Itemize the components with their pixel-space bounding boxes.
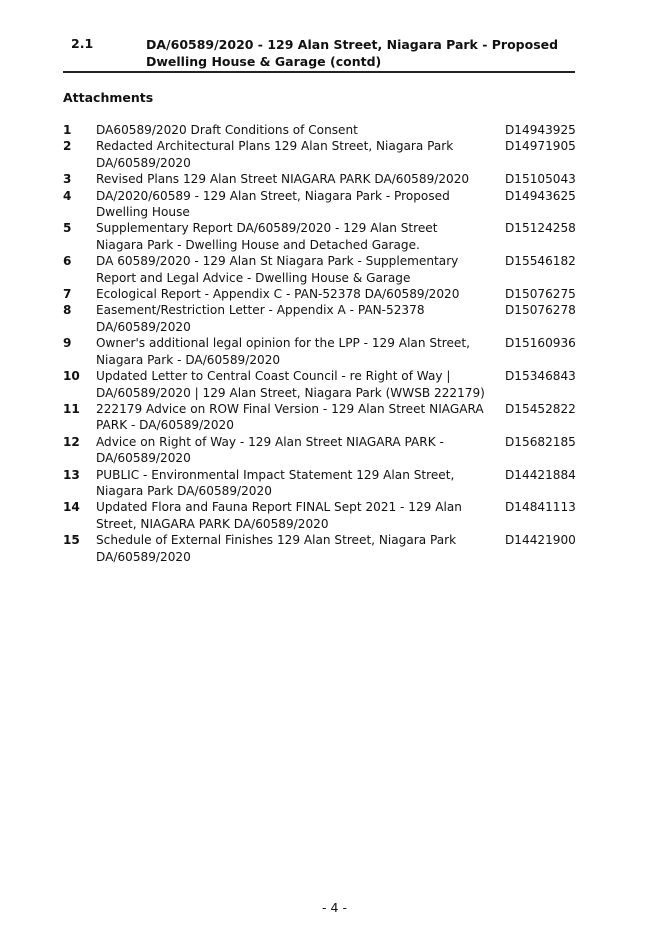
page-number: - 4 -: [322, 900, 347, 915]
attachment-row: [63, 253, 583, 286]
attachment-description: Owner's additional legal opinion for the LPP - 129 Alan Street, Niagara Park - DA/60589/2020: [96, 336, 470, 367]
attachment-description: Updated Flora and Fauna Report FINAL Sept 2021 - 129 Alan Street, NIAGARA PARK DA/60589/2020: [96, 500, 462, 531]
attachment-number: 6: [63, 254, 72, 269]
attachment-reference: D15076278: [505, 303, 576, 318]
attachment-reference: D15682185: [505, 434, 576, 449]
attachment-row: [63, 188, 583, 221]
attachment-reference: D14841113: [505, 500, 576, 515]
attachment-row: [63, 220, 583, 253]
attachment-reference: D15160936: [505, 336, 576, 351]
attachment-row: [63, 335, 583, 368]
attachment-reference: D15105043: [505, 172, 576, 187]
attachment-number: 8: [63, 303, 72, 318]
attachment-reference: D15546182: [505, 254, 576, 269]
attachment-number: 15: [63, 533, 80, 548]
attachment-description: PUBLIC - Environmental Impact Statement 129 Alan Street, Niagara Park DA/60589/2020: [96, 467, 455, 498]
attachment-row: [63, 532, 583, 565]
attachments-list: [63, 122, 583, 565]
attachment-reference: D14943925: [505, 123, 576, 137]
attachment-reference: D14971905: [505, 139, 576, 154]
attachment-row: [63, 122, 583, 138]
attachments-heading: Attachments: [63, 90, 154, 105]
attachment-reference: D14421884: [505, 467, 576, 482]
attachment-description: Updated Letter to Central Coast Council - re Right of Way | DA/60589/2020 | 129 Alan Street, Niagara Park (WWSB 222179): [96, 369, 485, 400]
attachment-number: 9: [63, 336, 72, 351]
attachment-number: 11: [63, 401, 80, 416]
attachment-number: 13: [63, 467, 80, 482]
attachment-number: 7: [63, 287, 72, 302]
attachment-number: 12: [63, 434, 80, 449]
attachment-description: 222179 Advice on ROW Final Version - 129 Alan Street NIAGARA PARK - DA/60589/2020: [96, 401, 484, 433]
attachment-description: Advice on Right of Way - 129 Alan Street NIAGARA PARK - DA/60589/2020: [96, 434, 444, 466]
attachment-reference: D14943625: [505, 188, 576, 203]
attachment-reference: D15124258: [505, 221, 576, 236]
attachment-row: [63, 171, 583, 187]
attachment-description: Easement/Restriction Letter - Appendix A - PAN-52378 DA/60589/2020: [96, 303, 425, 334]
attachment-number: 4: [63, 188, 72, 203]
attachment-description: Supplementary Report DA/60589/2020 - 129 Alan Street Niagara Park - Dwelling House and Detached Garage.: [96, 221, 438, 252]
attachment-description: DA 60589/2020 - 129 Alan St Niagara Park - Supplementary Report and Legal Advice - Dwelling House & Garage: [96, 254, 459, 285]
attachment-row: [63, 286, 583, 302]
attachment-reference: D15346843: [505, 369, 576, 384]
attachment-number: 10: [63, 369, 80, 384]
attachment-description: Schedule of External Finishes 129 Alan Street, Niagara Park DA/60589/2020: [96, 533, 457, 564]
attachment-row: [63, 401, 583, 434]
attachment-row: [63, 434, 583, 467]
attachment-description: DA60589/2020 Draft Conditions of Consent: [96, 123, 358, 137]
attachment-number: 5: [63, 221, 72, 236]
attachment-row: [63, 368, 583, 401]
attachment-reference: D15076275: [505, 287, 576, 302]
attachment-description: Ecological Report - Appendix C - PAN-52378 DA/60589/2020: [96, 287, 460, 302]
attachment-number: 1: [63, 123, 72, 137]
attachment-row: [63, 138, 583, 171]
header-divider: [63, 71, 575, 73]
attachment-number: 3: [63, 172, 72, 187]
attachment-description: Redacted Architectural Plans 129 Alan Street, Niagara Park DA/60589/2020: [96, 139, 454, 170]
attachment-number: 2: [63, 139, 72, 154]
attachment-row: [63, 499, 583, 532]
attachment-description: Revised Plans 129 Alan Street NIAGARA PARK DA/60589/2020: [96, 172, 470, 187]
attachment-row: [63, 467, 583, 500]
attachment-row: [63, 302, 583, 335]
attachment-reference: D15452822: [505, 401, 576, 416]
attachment-number: 14: [63, 500, 80, 515]
section-title: DA/60589/2020 - 129 Alan Street, Niagara Park - Proposed Dwelling House & Garage (contd): [146, 37, 559, 69]
attachment-description: DA/2020/60589 - 129 Alan Street, Niagara Park - Proposed Dwelling House: [96, 188, 450, 220]
attachment-reference: D14421900: [505, 533, 576, 548]
section-number: 2.1: [71, 36, 94, 51]
